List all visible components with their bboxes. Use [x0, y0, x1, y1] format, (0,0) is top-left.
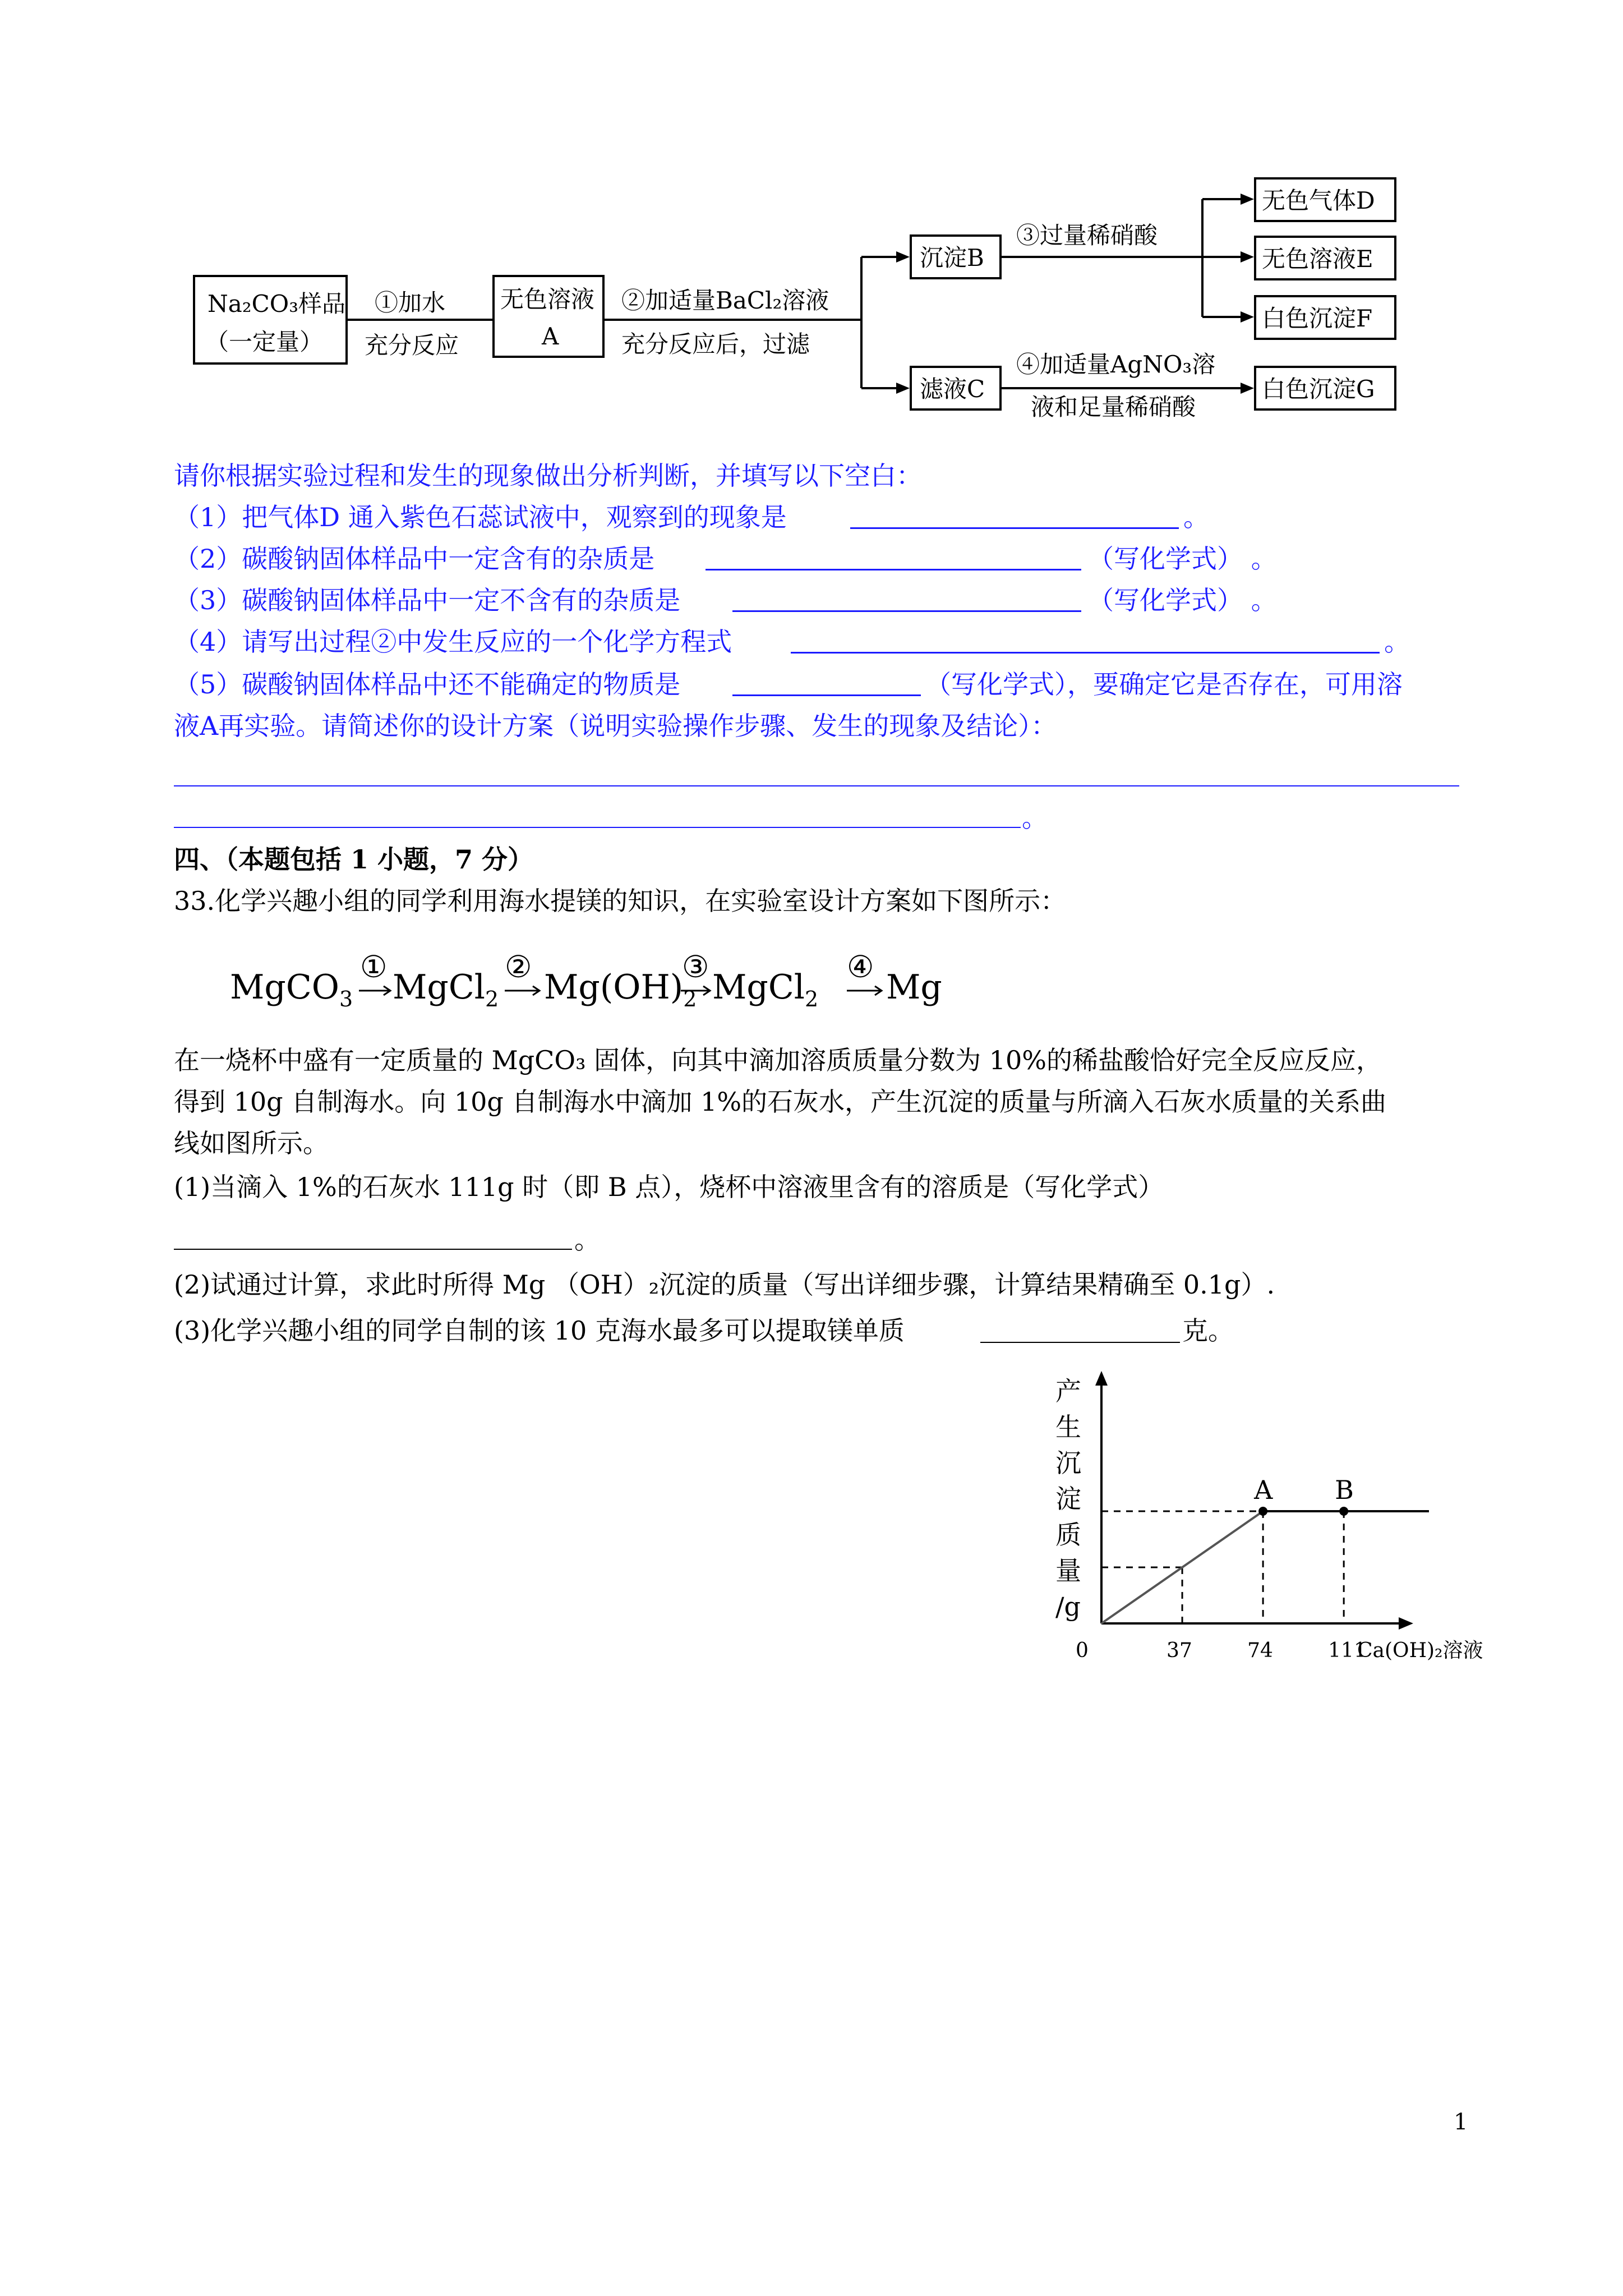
q32-item3-end: （写化学式） 。	[1088, 585, 1277, 615]
reaction-scheme	[224, 942, 965, 1021]
step1-label-bottom: 充分反应	[365, 332, 459, 359]
sample-box	[193, 275, 348, 365]
chart-ticks	[1076, 1639, 1483, 1662]
precipitate-f-label: 白色沉淀F	[1262, 305, 1373, 332]
precipitate-b-label: 沉淀B	[920, 244, 984, 272]
q33-para-line1: 在一烧杯中盛有一定质量的 MgCO₃ 固体，向其中滴加溶质质量分数为 10%的稀盐酸恰好完全反应反应，	[174, 1045, 1382, 1075]
precipitate-g-box	[1254, 366, 1396, 411]
scheme-mgoh2: $Mg(OH)_2$	[544, 968, 697, 1011]
q32-item1-blank[interactable]	[850, 527, 1179, 529]
step4-label-bottom: 液和足量稀硝酸	[1031, 393, 1196, 421]
q32-item5-end: 。	[1022, 803, 1048, 833]
point-B	[1339, 1507, 1348, 1516]
solution-e-box	[1254, 236, 1396, 280]
precipitate-f-box	[1254, 295, 1396, 340]
scheme-mg: Mg	[886, 968, 942, 1007]
chart-ylabel-char: 沉	[1055, 1448, 1081, 1478]
q33-para-line3: 线如图所示。	[174, 1128, 329, 1158]
q32-intro: 请你根据实验过程和发生的现象做出分析判断，并填写以下空白：	[174, 461, 922, 491]
q32-item5-text-b: 液A再实验。请简述你的设计方案（说明实验操作步骤、发生的现象及结论）：	[174, 711, 1057, 741]
q32-item5-text-a-end: （写化学式），要确定它是否存在，可用溶	[925, 669, 1403, 700]
chart-ylabel-char: /g	[1055, 1591, 1081, 1622]
q32-item3-blank[interactable]	[732, 610, 1081, 612]
scheme-mgcl2-a: MgCl$_2$	[393, 968, 499, 1011]
x-axis-arrow	[1399, 1617, 1413, 1630]
q32-item5-blank-formula[interactable]	[732, 694, 921, 696]
step2-label-top: ②加适量BaCl₂溶液	[621, 287, 829, 314]
scheme-mgcl2-b: MgCl$_2$	[712, 968, 819, 1011]
q32-item4-text: （4）请写出过程②中发生反应的一个化学方程式	[174, 627, 732, 657]
section4-heading: 四、（本题包括 1 小题，7 分）	[174, 844, 534, 875]
precipitate-g-label: 白色沉淀G	[1262, 375, 1375, 403]
x-axis-label: Ca(OH)₂溶液	[1357, 1639, 1483, 1662]
point-label-B: B	[1335, 1475, 1354, 1505]
precipitate-b-box	[910, 234, 1002, 279]
q32-item3-text: （3）碳酸钠固体样品中一定不含有的杂质是	[174, 585, 681, 615]
scheme-mgco3: MgCO$_3$	[230, 968, 353, 1011]
chart-points	[1253, 1475, 1354, 1516]
x-tick-label: 111	[1328, 1639, 1367, 1662]
gas-d-label: 无色气体D	[1262, 187, 1375, 214]
step4-label-top: ④加适量AgNO₃溶	[1016, 351, 1216, 378]
chart-ylabel-char: 产	[1055, 1376, 1081, 1406]
q33-sub3-end: 克。	[1182, 1315, 1234, 1346]
step2-label-bottom: 充分反应后，过滤	[621, 330, 810, 358]
q33-sub3-text: (3)化学兴趣小组的同学自制的该 10 克海水最多可以提取镁单质	[174, 1315, 905, 1346]
step1-label-top: ①加水	[375, 289, 446, 316]
filtrate-c-box	[910, 366, 1002, 411]
q33-para-line2: 得到 10g 自制海水。向 10g 自制海水中滴加 1%的石灰水，产生沉淀的质量与所滴入石灰水质量的关系曲	[174, 1087, 1387, 1117]
q32-item5-text-a: （5）碳酸钠固体样品中还不能确定的物质是	[174, 669, 681, 700]
sample-box-line2: （一定量）	[205, 328, 324, 356]
scheme-step3: ③	[682, 949, 709, 984]
precipitate-chart	[1043, 1369, 1509, 1672]
q32-item1-end: 。	[1183, 502, 1209, 532]
q33-sub3-blank[interactable]	[980, 1342, 1180, 1343]
precipitate-curve	[1101, 1511, 1429, 1623]
q32-item1-text: （1）把气体D 通入紫色石蕊试液中，观察到的现象是	[174, 502, 787, 532]
chart-guides	[1101, 1511, 1344, 1623]
q32-item2-end: （写化学式） 。	[1088, 544, 1277, 574]
chart-ylabel	[1055, 1376, 1081, 1622]
chart-ylabel-char: 质	[1055, 1520, 1081, 1550]
q32-item5-blank-line2[interactable]	[174, 827, 1021, 828]
chart-ylabel-char: 淀	[1055, 1484, 1081, 1514]
q33-sub1-text: (1)当滴入 1%的石灰水 111g 时（即 B 点），烧杯中溶液里含有的溶质是（写化学式）	[174, 1172, 1164, 1202]
q33-sub1-end: 。	[574, 1225, 600, 1255]
q32-item5-blank-line1[interactable]	[174, 785, 1459, 786]
chart-ylabel-char: 生	[1055, 1412, 1081, 1442]
q32-item2-blank[interactable]	[706, 569, 1081, 570]
x-tick-label: 0	[1076, 1639, 1089, 1662]
gas-d-box	[1254, 177, 1396, 222]
sample-box-line1: Na₂CO₃样品	[208, 290, 346, 318]
point-A	[1258, 1507, 1267, 1516]
q32-item4-end: 。	[1384, 627, 1410, 657]
y-axis-arrow	[1095, 1371, 1108, 1386]
q32-item1	[174, 500, 787, 534]
q32-item4-blank[interactable]	[791, 652, 1380, 654]
chart-ylabel-char: 量	[1055, 1556, 1081, 1586]
step3-label: ③过量稀硝酸	[1016, 222, 1158, 249]
x-tick-label: 37	[1166, 1639, 1192, 1662]
filtrate-c-label: 滤液C	[920, 375, 985, 403]
solution-a-line2: A	[542, 323, 559, 350]
x-tick-label: 74	[1247, 1639, 1273, 1662]
scheme-step2: ②	[505, 949, 532, 984]
page-number: 1	[1454, 2109, 1468, 2135]
q33-sub2-text: (2)试通过计算，求此时所得 Mg （OH）₂沉淀的质量（写出详细步骤，计算结果精确至 0.1g）.	[174, 1269, 1275, 1300]
solution-a-line1: 无色溶液	[500, 286, 595, 313]
solution-e-label: 无色溶液E	[1262, 245, 1373, 273]
point-label-A: A	[1254, 1475, 1273, 1505]
q33-intro: 33.化学兴趣小组的同学利用海水提镁的知识，在实验室设计方案如下图所示：	[174, 886, 1067, 916]
chart-series	[1101, 1511, 1429, 1623]
scheme-step4: ④	[847, 949, 874, 984]
q32-item2-text: （2）碳酸钠固体样品中一定含有的杂质是	[174, 544, 655, 574]
solution-a-box	[492, 275, 605, 358]
scheme-step1: ①	[360, 949, 388, 984]
q33-sub1-blank[interactable]	[174, 1249, 572, 1250]
